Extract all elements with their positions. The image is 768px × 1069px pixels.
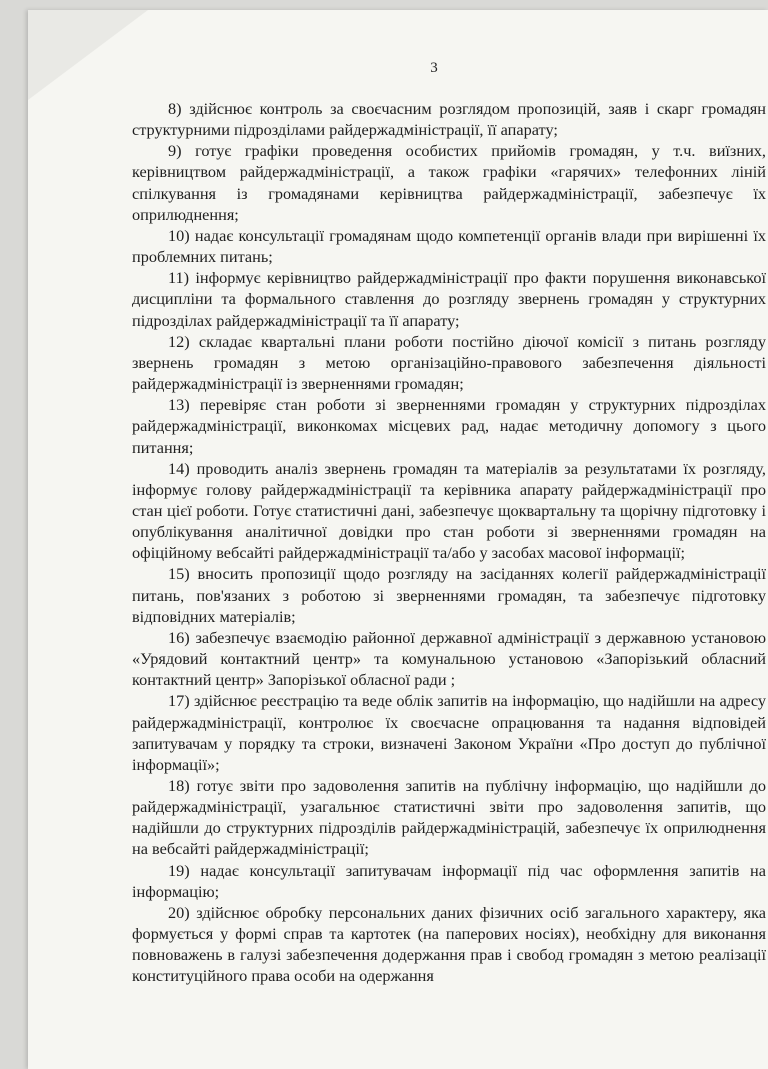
document-page: [28, 10, 768, 1069]
list-item-18: 18) готує звіти про задоволення запитів на публічну інформацію, що надійшли до райдержадміністрації, узагальнює статистичні звіти про задоволення запитів, що надійшли до структурних підрозділів райдержадміністрацій, забезпечує їх оприлюднення на вебсайті райдержадміністрації;: [132, 776, 766, 859]
document-body: [132, 98, 766, 987]
list-item-16: 16) забезпечує взаємодію районної державної адміністрації з державною установою «Урядовий контактний центр» та комунальною установою «Запорізький обласний контактний центр» Запорізької обласної ради ;: [132, 627, 766, 690]
list-item-19: 19) надає консультації запитувачам інформації під час оформлення запитів на інформацію;: [132, 860, 766, 901]
list-item-8: 8) здійснює контроль за своєчасним розглядом пропозицій, заяв і скарг громадян структурними підрозділами райдержадміністрації, її апарату;: [132, 99, 766, 140]
list-item-14: 14) проводить аналіз звернень громадян та матеріалів за результатами їх розгляду, інформує голову райдержадміністрації та керівника апарату райдержадміністрації про стан цієї роботи. Готує статистичні дані, забезпечує щоквартальну та щорічну підготовку і опублікування аналітичної довідки про стан роботи зі зверненнями громадян на офіційному вебсайті райдержадміністрації та/або у засобах масової інформації;: [132, 458, 766, 563]
list-item-12: 12) складає квартальні плани роботи постійно діючої комісії з питань розгляду звернень громадян з метою організаційно-правового забезпечення діяльності райдержадміністрації із зверненнями громадян;: [132, 331, 766, 394]
list-item-15: 15) вносить пропозиції щодо розгляду на засіданнях колегії райдержадміністрації питань, пов'язаних з роботою зі зверненнями громадян, та забезпечує підготовку відповідних матеріалів;: [132, 564, 766, 626]
page-fold-shading: [28, 10, 148, 100]
list-item-13: 13) перевіряє стан роботи зі зверненнями громадян у структурних підрозділах райдержадміністрації, виконкомах місцевих рад, надає методичну допомогу з цього питання;: [132, 395, 766, 457]
list-item-11: 11) інформує керівництво райдержадміністрації про факти порушення виконавської дисципліни та формального ставлення до розгляду звернень громадян у структурних підрозділах райдержадміністрації та її апарату;: [132, 268, 766, 330]
page-number: 3: [430, 60, 438, 76]
list-item-20: 20) здійснює обробку персональних даних фізичних осіб загального характеру, яка формується у формі справ та картотек (на паперових носіях), необхідну для виконання повноважень в галузі забезпечення додержання прав і свобод громадян з метою реалізації конституційного права особи на одержання: [132, 902, 766, 986]
list-item-9: 9) готує графіки проведення особистих прийомів громадян, у т.ч. виїзних, керівництвом райдержадміністрації, а також графіки «гарячих» телефонних ліній спілкування із громадянами керівництва райдержадміністрації, забезпечує їх оприлюднення;: [132, 141, 766, 224]
list-item-17: 17) здійснює реєстрацію та веде облік запитів на інформацію, що надійшли на адресу райдержадміністрації, контролює їх своєчасне опрацювання та надання відповідей запитувачам у порядку та строки, визначені Законом України «Про доступ до публічної інформації»;: [132, 691, 766, 774]
list-item-10: 10) надає консультації громадянам щодо компетенції органів влади при вирішенні їх проблемних питань;: [132, 225, 766, 267]
